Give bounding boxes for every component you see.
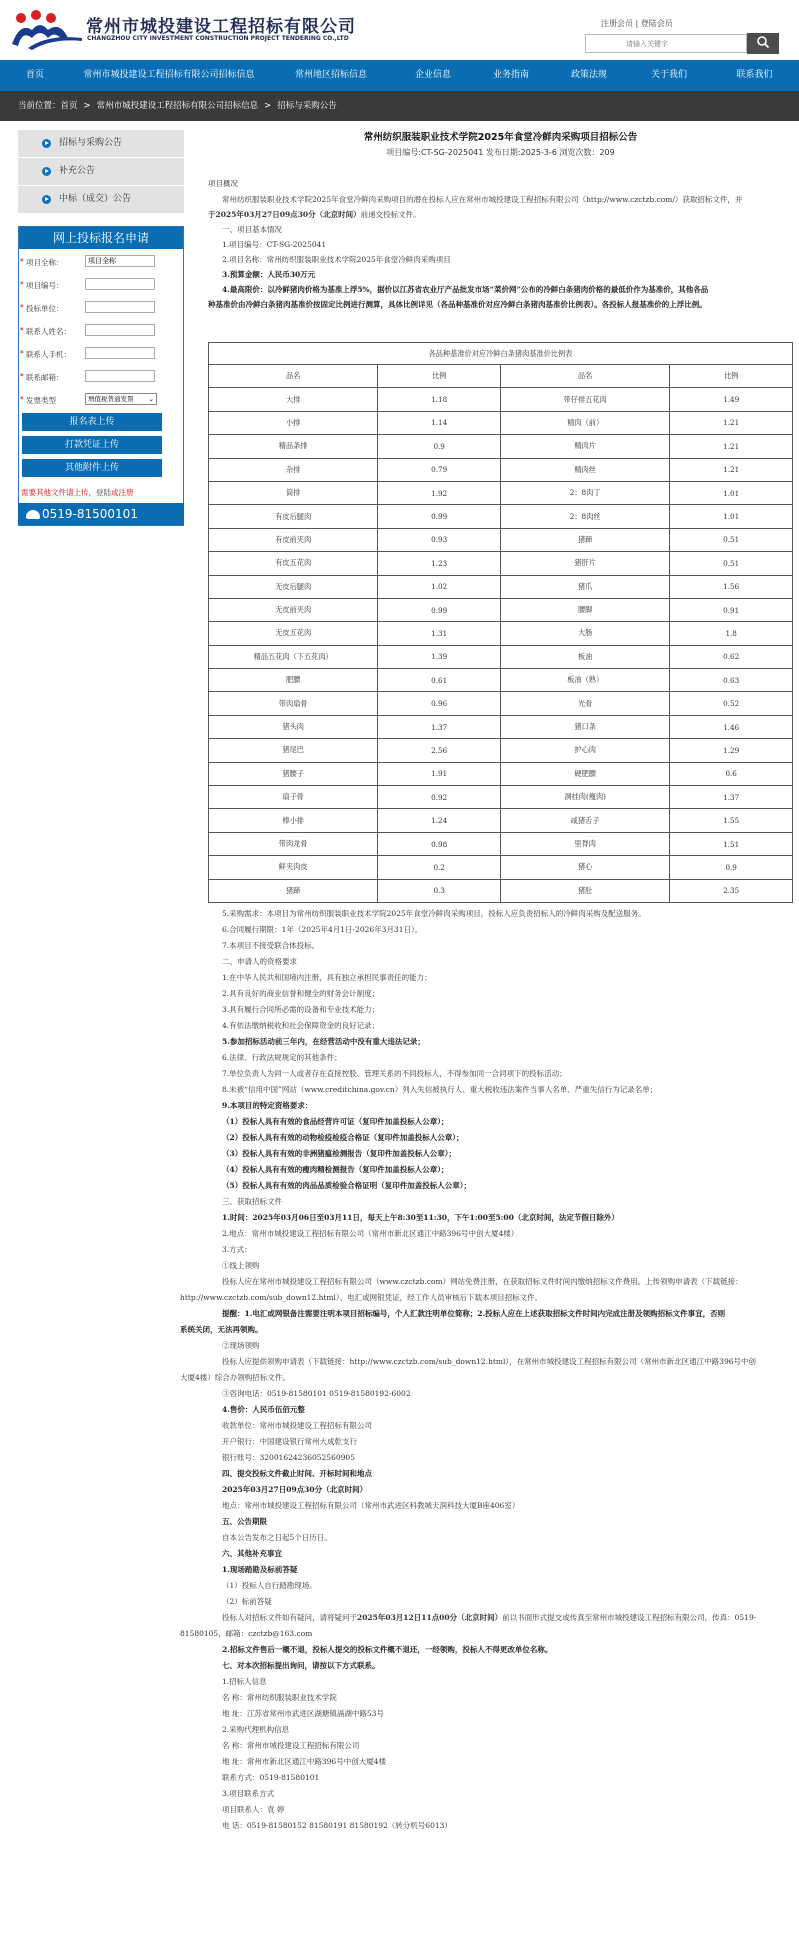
table-cell: 1.51 [670,832,793,855]
table-cell: 1.21 [670,435,793,458]
article-paragraph: 1.招标人信息 [222,1677,267,1686]
table-row [209,879,793,902]
article-paragraph: 七、对本次招标提出询问，请按以下方式联系。 [222,1661,380,1670]
table-cell: 1.37 [670,786,793,809]
breadcrumb-ct-tender[interactable]: 常州市城投建设工程招标有限公司招标信息 [96,101,259,111]
table-cell: 1.56 [670,575,793,598]
project-name-input[interactable] [85,255,155,267]
required-mark: * [20,280,24,289]
table-cell: 小排 [209,411,378,434]
article-paragraph: 5.参加招标活动前三年内，在经营活动中没有重大违法记录； [222,1037,425,1046]
table-cell: 鲜夹肉皮 [209,856,378,879]
article-paragraph: 2.地点：常州市城投建设工程招标有限公司（常州市新北区通江中路396号中创大厦4楼） [222,1229,519,1238]
field-project-name [19,257,185,271]
article-paragraph: （3）投标人具有有效的非洲猪瘟检测报告（复印件加盖投标人公章）； [222,1149,456,1158]
article-paragraph: 6.合同履行期限：1年（2025年4月1日-2026年3月31日）。 [222,925,423,934]
table-cell: 1.55 [670,809,793,832]
invoice-type-select[interactable] [85,393,157,405]
article-paragraph: 常州纺织服装职业技术学院2025年食堂冷鲜肉采购项目的潜在投标人应在常州市城投建设工程招标有限公司（http://www.czctzb.com/）获取招标文件，并 [222,195,743,204]
required-mark: * [20,303,24,312]
table-cell: 肥膘 [209,669,378,692]
table-cell: 猪蹄 [500,528,669,551]
bidder-input[interactable] [85,301,155,313]
table-cell: 猪腰子 [209,762,378,785]
breadcrumb-prefix: 当前位置： [18,101,61,111]
table-cell: 2.35 [670,879,793,902]
note-text: 需要其他文件请上传 [21,488,89,497]
upload-form-button[interactable]: 报名表上传 [22,413,162,431]
table-cell: 1.29 [670,739,793,762]
article-paragraph: 投标人应提供领购申请表（下载链接：http://www.czctzb.com/sub_down12.html），在常州市城投建设工程招标有限公司（常州市新北区通江中路396号中创 [222,1357,756,1366]
table-cell: 0.51 [670,528,793,551]
table-cell: 1.91 [378,762,501,785]
article-paragraph: 7.单位负责人为同一人或者存在直接控股、管理关系的不同投标人，不得参加同一合同项下的投标活动； [222,1069,567,1078]
article-paragraph: （1）投标人自行踏勘现场。 [222,1581,317,1590]
table-cell: 杂排 [209,458,378,481]
article-paragraph: 1.在中华人民共和国境内注册，具有独立承担民事责任的能力； [222,973,432,982]
article-paragraph: （2）标前答疑 [222,1597,272,1606]
article-paragraph: 自本公告发布之日起5个日历日。 [222,1533,332,1542]
table-cell: 0.9 [670,856,793,879]
table-row [209,715,793,738]
required-mark: * [20,257,24,266]
table-cell: 大肠 [500,622,669,645]
table-cell: 猪肚 [500,879,669,902]
article-paragraph: 5.采购需求：本项目为常州纺织服装职业技术学院2025年食堂冷鲜肉采购项目，投标人应负责招标人的冷鲜肉采购及配送服务。 [222,909,646,918]
article-title: 常州纺织服装职业技术学院2025年食堂冷鲜肉采购项目招标公告 [363,132,638,143]
article-paragraph: 项目概况 [208,179,238,188]
table-row [209,762,793,785]
article-paragraph: 种基准价由冷鲜白条猪肉基准价按固定比例进行测算，具体比例详见（各品种基准价对应冷鲜白条猪肉基准价比例表）。各投标人报基准价的上浮比例。 [208,300,707,309]
table-cell: 猪口条 [500,715,669,738]
company-name: 常州市城投建设工程招标有限公司 [86,17,356,37]
table-cell: 1.39 [378,645,501,668]
article-paragraph: 6.法律、行政法规规定的其他条件； [222,1053,342,1062]
search-button[interactable] [747,33,779,54]
breadcrumb-sep: > [83,101,91,111]
table-header-row [209,365,793,388]
table-row [209,505,793,528]
arrow-bullet-icon [42,139,51,148]
table-row [209,435,793,458]
table-cell: 棒小排 [209,809,378,832]
sidebar-item-label: 中标（成交）公告 [59,194,132,204]
article-paragraph: 2.具有良好的商业信誉和健全的财务会计制度； [222,989,380,998]
table-cell: 1.31 [378,622,501,645]
table-cell: 1.14 [378,411,501,434]
article-paragraph: 于2025年03月27日09点30分（北京时间）前递交投标文件。 [208,210,421,219]
article-paragraph: 4.售价：人民币伍佰元整 [222,1405,305,1414]
table-cell: 腰脚 [500,598,669,621]
nav-item-policy[interactable]: 政策法规 [570,70,607,80]
table-cell: 大排 [209,388,378,411]
hotline-bar [18,503,184,525]
article-paragraph: 9.本项目的特定资格要求： [222,1101,313,1110]
nav-item-cz-tender[interactable]: 常州地区招标信息 [294,70,367,80]
table-header: 品名 [209,365,378,388]
contact-phone-input[interactable] [85,347,155,359]
field-project-code [19,280,185,294]
field-contact-email [19,372,185,386]
table-row [209,411,793,434]
article-paragraph: 电 话：0519-81580152 81580191 81580192（转分机号6013） [222,1821,452,1830]
table-row [209,575,793,598]
table-cell: 0.91 [670,598,793,621]
article-paragraph: 五、公告期限 [222,1517,267,1526]
article-paragraph: 1.现场踏勘及标前答疑 [222,1565,298,1574]
table-cell: 1.18 [378,388,501,411]
table-cell: 0.96 [378,692,501,715]
main-nav [0,60,799,91]
article-paragraph: 地 址：常州市新北区通江中路396号中创大厦4楼 [222,1757,386,1766]
table-cell: 无皮后腿肉 [209,575,378,598]
article-paragraph: http://www.czctzb.com/sub_down12.html）、电汇或网银凭证，经工作人员审核后下载本项目招标文件。 [180,1293,543,1302]
table-row [209,481,793,504]
table-cell: 板油（熟） [500,669,669,692]
table-cell: 1.21 [670,458,793,481]
article-paragraph: 3.方式： [222,1245,252,1254]
nav-item-home[interactable]: 首页 [25,70,44,80]
table-header: 品名 [500,365,669,388]
table-row [209,598,793,621]
sidebar-item-supplement-notice[interactable] [18,158,184,185]
table-cell: 护心肉 [500,739,669,762]
nav-item-about[interactable]: 关于我们 [650,70,687,80]
table-row [209,458,793,481]
table-cell: 0.92 [378,786,501,809]
article-meta: 项目编号:CT-SG-2025041 发布日期:2025-3-6 浏览次数：209 [386,148,615,157]
project-code-input[interactable] [85,278,155,290]
article-paragraph: 收款单位：常州市城投建设工程招标有限公司 [222,1421,372,1430]
link-separator: | [633,19,641,28]
table-row [209,786,793,809]
table-cell: 猪心 [500,856,669,879]
table-cell: 1.01 [670,481,793,504]
table-cell: 1.02 [378,575,501,598]
table-cell: 精品条排 [209,435,378,458]
breadcrumb [0,91,799,121]
note-register-link[interactable]: 或注册 [111,488,134,497]
table-cell: 1.24 [378,809,501,832]
online-registration-form [18,226,184,526]
article-paragraph: 2.招标文件售后一概不退，投标人提交的投标文件概不退还，一经领购，投标人不得更改单位名称。 [222,1645,553,1654]
form-title: 网上投标报名申请 [19,227,183,249]
article-paragraph: 提醒：1.电汇或网银备注需要注明本项目招标编号，个人汇款注明单位简称；2.投标人应在上述获取招标文件时间内完成注册及领购招标文件事宜，否则 [222,1309,726,1318]
site-header [0,0,799,60]
phone-icon [26,510,40,519]
table-cell: 0.93 [378,528,501,551]
table-cell: 2.56 [378,739,501,762]
table-row [209,692,793,715]
field-contact-phone [19,349,185,363]
field-label: 投标单位： [26,304,64,313]
article-paragraph: 一、项目基本情况 [222,225,282,234]
required-mark: * [20,372,24,381]
table-cell: 里脊肉 [500,832,669,855]
sidebar-item-tender-notice[interactable] [18,130,184,157]
article-paragraph: 大厦4楼）综合办领购招标文件。 [180,1373,290,1382]
field-label: 发票类型 [26,396,56,405]
contact-email-input[interactable] [85,370,155,382]
table-row [209,669,793,692]
table-cell: 0.9 [378,435,501,458]
table-cell: 1.23 [378,552,501,575]
article-paragraph: 六、其他补充事宜 [222,1549,282,1558]
login-link[interactable]: 登陆会员 [640,19,673,28]
table-cell: 无皮前夹肉 [209,598,378,621]
article-paragraph: 4.最高限价：以冷鲜猪肉价格为基准上浮5%，据价以江苏省农业厅产品批发市场“菜价网”公布的冷鲜白条猪肉价格的最低价作为基准价，其他各品 [222,285,709,294]
table-cell: 精肉片 [500,435,669,458]
table-cell: 0.3 [378,879,501,902]
article-paragraph: ③咨询电话：0519-81580101 0519-81580192-6002 [222,1389,411,1398]
table-row [209,552,793,575]
sidebar-item-award-notice[interactable] [18,186,184,213]
upload-payment-button[interactable]: 打款凭证上传 [22,436,162,454]
table-row [209,856,793,879]
article-paragraph: 名 称：常州市城投建设工程招标有限公司 [222,1741,360,1750]
required-mark: * [20,326,24,335]
article-paragraph: 3.具有履行合同所必需的设备和专业技术能力； [222,1005,380,1014]
field-label: 联系人姓名： [26,327,71,336]
article-paragraph: 银行账号：32001624236052560905 [222,1453,355,1462]
field-bidder [19,303,185,317]
note-login-link[interactable]: ，登陆 [88,488,111,497]
article-paragraph: 3.预算金额：人民币30万元 [222,270,316,279]
article-paragraph: 81580105，邮箱：czctzb@163.com [180,1629,313,1638]
required-mark: * [20,349,24,358]
table-cell: 有皮五花肉 [209,552,378,575]
table-cell: 有皮前夹肉 [209,528,378,551]
article-paragraph: 投标人应在常州市城投建设工程招标有限公司（www.czctzb.com）网站免费注册，在获取招标文件时间内缴纳招标文件费用，上传领购申请表（下载链接： [222,1277,743,1286]
field-label: 项目编号： [26,281,64,290]
table-cell: 猪爪 [500,575,669,598]
search-icon [756,35,770,49]
table-cell: 1.21 [670,411,793,434]
article-paragraph: （5）投标人具有有效的肉品品质检验合格证明（复印件加盖投标人公章）； [222,1181,471,1190]
table-cell: 扇子骨 [209,786,378,809]
field-label: 联系人手机： [26,350,71,359]
invoice-type-value: 增值税普通发票 [88,395,134,403]
table-caption: 各品种基准价对应冷鲜白条猪肉基准价比例表 [209,343,793,365]
article-paragraph: 名 称：常州纺织服装职业技术学院 [222,1693,337,1702]
table-cell: 精品五花肉（下五花肉） [209,645,378,668]
table-cell: 1.8 [670,622,793,645]
table-cell: 筒排 [209,481,378,504]
article-paragraph: 1.项目编号：CT-SG-2025041 [222,240,327,249]
nav-item-ct-tender[interactable]: 常州市城投建设工程招标有限公司招标信息 [83,70,255,80]
article [180,130,793,1830]
article-paragraph: 联系方式：0519-81580101 [222,1773,320,1782]
table-cell: 1.37 [378,715,501,738]
nav-item-contact[interactable]: 联系我们 [736,70,773,80]
article-paragraph: 1.时间：2025年03月06日至03月11日，每天上午8:30至11:30，下午1:00至5:00（北京时间，法定节假日除外） [222,1213,619,1222]
company-name-en: CHANGZHOU CITY INVESTMENT CONSTRUCTION PROJECT TENDERING CO.,LTD [87,35,349,42]
arrow-bullet-icon [42,167,51,176]
table-cell: 光骨 [500,692,669,715]
article-paragraph: 地点：常州市城投建设工程招标有限公司（常州市武进区科教城天润科技大厦B座406室） [222,1501,520,1510]
required-mark: * [20,395,24,404]
breadcrumb-home[interactable]: 首页 [60,101,78,111]
table-cell: 带仔排五花肉 [500,388,669,411]
table-cell: 0.61 [378,669,501,692]
table-cell: 1.46 [670,715,793,738]
nav-item-company[interactable]: 企业信息 [414,70,451,80]
article-paragraph: 系统关闭，无法再领购。 [180,1325,263,1334]
table-cell: 无皮五花肉 [209,622,378,645]
table-cell: 带肉扇骨 [209,692,378,715]
table-row [209,388,793,411]
table-row [209,832,793,855]
table-header: 比例 [378,365,501,388]
article-paragraph: （4）投标人具有有效的瘦肉精检测报告（复印件加盖投标人公章）； [222,1165,449,1174]
register-link[interactable]: 注册会员 [601,19,633,28]
table-cell: 0.62 [670,645,793,668]
breadcrumb-current[interactable]: 招标与采购公告 [277,101,337,111]
table-row [209,528,793,551]
sidebar-item-label: 补充公告 [59,166,96,176]
nav-item-guide[interactable]: 业务指南 [492,70,529,80]
article-paragraph: 8.未被“信用中国”网站（www.creditchina.gov.cn）列入失信被执行人、重大税收违法案件当事人名单、严重失信行为记录名单； [222,1085,658,1094]
table-cell: 咸猪舌子 [500,809,669,832]
chevron-down-icon: ⌄ [148,395,154,403]
field-label: 联系邮箱： [26,373,64,382]
table-row [209,622,793,645]
article-paragraph: 2.项目名称：常州纺织服装职业技术学院2025年食堂冷鲜肉采购项目 [222,255,451,264]
article-paragraph: 7.本项目不接受联合体投标。 [222,941,320,950]
table-cell: 0.52 [670,692,793,715]
table-row [209,739,793,762]
table-cell: 0.63 [670,669,793,692]
table-cell: 带肉龙骨 [209,832,378,855]
company-logo-icon [10,8,84,50]
article-paragraph: 2025年03月27日09点30分（北京时间） [222,1485,368,1494]
table-cell: 1.92 [378,481,501,504]
member-links [601,18,673,29]
table-cell: 板油 [500,645,669,668]
table-cell: 0.99 [378,598,501,621]
article-paragraph: 三、获取招标文件 [222,1197,282,1206]
table-cell: 0.6 [670,762,793,785]
table-cell: 2：8肉丁 [500,481,669,504]
article-paragraph: 地 址：江苏省常州市武进区湖塘镇滆湖中路53号 [222,1709,384,1718]
sidebar-menu [18,130,184,214]
article-paragraph: 开户银行：中国建设银行常州大成乾支行 [222,1437,357,1446]
article-paragraph: 3.项目联系方式 [222,1789,275,1798]
article-paragraph: （1）投标人具有有效的食品经营许可证（复印件加盖投标人公章）； [222,1117,449,1126]
arrow-bullet-icon [42,195,51,204]
article-paragraph: ①线上领购 [222,1261,260,1270]
table-cell: 1.49 [670,388,793,411]
table-cell: 0.98 [378,832,501,855]
table-cell: 精肉丝 [500,458,669,481]
table-cell: 猪肝片 [500,552,669,575]
field-contact-name [19,326,185,340]
table-cell: 洞挂肉(瘦肉) [500,786,669,809]
upload-attachment-button[interactable]: 其他附件上传 [22,459,162,477]
price-ratio-table [208,342,793,903]
field-invoice-type [19,395,185,409]
table-cell: 1.01 [670,505,793,528]
article-paragraph: 二、申请人的资格要求 [222,957,297,966]
table-cell: 有皮后腿肉 [209,505,378,528]
table-cell: 2：8肉丝 [500,505,669,528]
table-cell: 猪头肉 [209,715,378,738]
breadcrumb-sep: > [264,101,272,111]
article-paragraph: 四、提交投标文件截止时间、开标时间和地点 [222,1469,372,1478]
table-cell: 猪尾巴 [209,739,378,762]
table-cell: 0.2 [378,856,501,879]
table-cell: 0.51 [670,552,793,575]
table-cell: 0.99 [378,505,501,528]
table-cell: 0.79 [378,458,501,481]
contact-name-input[interactable] [85,324,155,336]
article-paragraph: （2）投标人具有有效的动物检疫检疫合格证（复印件加盖投标人公章）； [222,1133,464,1142]
article-paragraph: 2.采购代理机构信息 [222,1725,290,1734]
article-paragraph: 4.有依法缴纳税收和社会保障资金的良好记录； [222,1021,380,1030]
search-input[interactable] [585,34,747,53]
table-cell: 猪蹄 [209,879,378,902]
article-paragraph: 投标人对招标文件如有疑问，请将疑问于2025年03月12日11点00分（北京时间）前以书面形式提交或传真至常州市城投建设工程招标有限公司，传真：0519- [222,1613,757,1622]
article-paragraph: ②现场领购 [222,1341,260,1350]
upload-note [21,487,134,498]
hotline-number: 0519-81500101 [42,507,138,521]
article-paragraph: 项目联系人：袁 婷 [222,1805,285,1814]
table-row [209,645,793,668]
table-row [209,809,793,832]
table-header: 比例 [670,365,793,388]
table-cell: 精肉（前） [500,411,669,434]
table-cell: 硬肥膘 [500,762,669,785]
field-label: 项目全称： [26,258,64,267]
sidebar-item-label: 招标与采购公告 [59,138,123,148]
